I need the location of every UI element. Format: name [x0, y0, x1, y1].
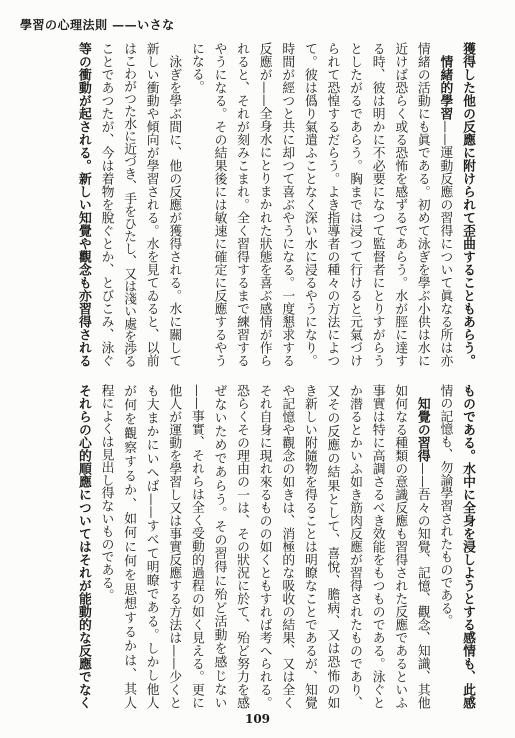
lower-text-column: 事實は特に高調さるべき效能をもつものである。泳ぐと	[369, 384, 385, 709]
lower-text-column: 情の記憶も、勿論學習されたものである。	[437, 384, 453, 628]
upper-text-column: る時、彼は明かに不必要になつて監督者にとりすがらう	[369, 42, 385, 367]
upper-text-column: 等の衝動が起される。新しい知覺や觀念も亦習得される	[75, 42, 91, 367]
column-text: ——吾々の知覺、記憶、觀念、知識、其他	[414, 461, 430, 709]
section-heading: 情緒的學習	[437, 54, 453, 120]
lower-text-column: それ自身に現れ來るものの如くともすれば考へられる。	[256, 384, 272, 709]
running-header: 學習の心理法則 ——いさな	[20, 18, 175, 32]
upper-text-column: て。彼は僞り氣遣ふことなく深い水に浸るやうになり。	[301, 42, 317, 367]
lower-text-column: それらの心的順應についてはそれが能動的な反應でなく	[75, 384, 91, 709]
lower-text-column: 他人が運動を學習し又は事實反應する方法は——少くと	[166, 384, 182, 709]
upper-text-column: 反應が——全身水にとりまかれた狀態を喜ぶ感情が作ら	[256, 42, 272, 367]
lower-text-column: ものである。水中に全身を浸しようとする感情も、此感	[460, 384, 475, 709]
lower-text-column: ぜないためであらう。その習得に殆ど活動を感じない	[211, 384, 227, 709]
lower-text-column: や記憶や觀念の如きは、消極的な吸收の結果、又は全く	[279, 384, 295, 709]
upper-text-column: になる。	[188, 42, 204, 94]
lower-text-tier	[71, 384, 478, 709]
lower-text-column: か潜るとかいふ如き筋肉反應が習得されたものであり、	[347, 384, 363, 709]
column-text: ——運動反應の習得について眞なる所は亦	[437, 119, 453, 367]
upper-text-column: はこわがつた水に近づき、手をひたし、又は淺い處を渉る	[121, 42, 137, 367]
upper-text-column: としたがるであらう。胸までは浸つて行けると元氣づけ	[347, 42, 363, 367]
lower-text-column: 程によくは見出し得ないものである。	[98, 384, 114, 602]
upper-text-column: られて恐惶するだらう。よき指導者の種々の方法によつ	[324, 42, 340, 367]
upper-text-column: れると、それが刻みこまれ。全く習得するまで練習する	[234, 42, 250, 367]
page-number: 109	[244, 712, 271, 726]
lower-text-column: 如何なる種類の意識反應も習得された反應であるといふ	[392, 384, 408, 709]
lower-text-column: も大まかにいへば——すべて明瞭である。しかし他人	[143, 384, 159, 709]
lower-text-column: 恐らくその理由の一は、その狀況に於て、殆ど努力を感	[234, 384, 250, 709]
upper-text-tier	[71, 42, 478, 367]
upper-text-column: 近けば恐らく或る恐怖を感ずるであらう。水が脛に達す	[392, 42, 408, 367]
section-heading: 知覺の習得	[414, 396, 430, 462]
lower-text-column: が何を觀察するか、如何に何を思想するかは、其人	[121, 384, 137, 709]
lower-text-column: き新しい附隨物を得ることは明瞭なことであるが、知覺	[301, 384, 317, 709]
upper-text-column	[433, 42, 456, 367]
lower-text-column: ——事實、それらは全く受動的過程の如く見える。更に	[188, 384, 204, 709]
upper-text-column: 獲得した他の反應に附けられて歪曲することもあらう。	[460, 42, 475, 367]
upper-text-column: 新しい衝動や傾向が學習される。水を見てゐると、以前	[143, 42, 159, 367]
lower-text-column	[410, 384, 433, 709]
upper-text-column: 情緒の活動にも眞である。初めて泳ぎを學ぶ小供は水に	[414, 42, 430, 367]
upper-text-column: ことであつたが、今は着物を脫ぐとか、とびこみ、泳ぐ	[98, 42, 114, 367]
upper-text-column: やうになる。その結果後には敏速に確定に反應するやう	[211, 42, 227, 367]
upper-text-column: 泳ぎを學ぶ間に、他の反應が獲得される。水に關して	[166, 54, 182, 367]
upper-text-column: 時間が經つと共に却つて喜ぶやうになる。一度懇求する	[279, 42, 295, 367]
lower-text-column: 又その反應の結果として、喜悅、膽病、又は恐怖の如	[324, 384, 340, 709]
